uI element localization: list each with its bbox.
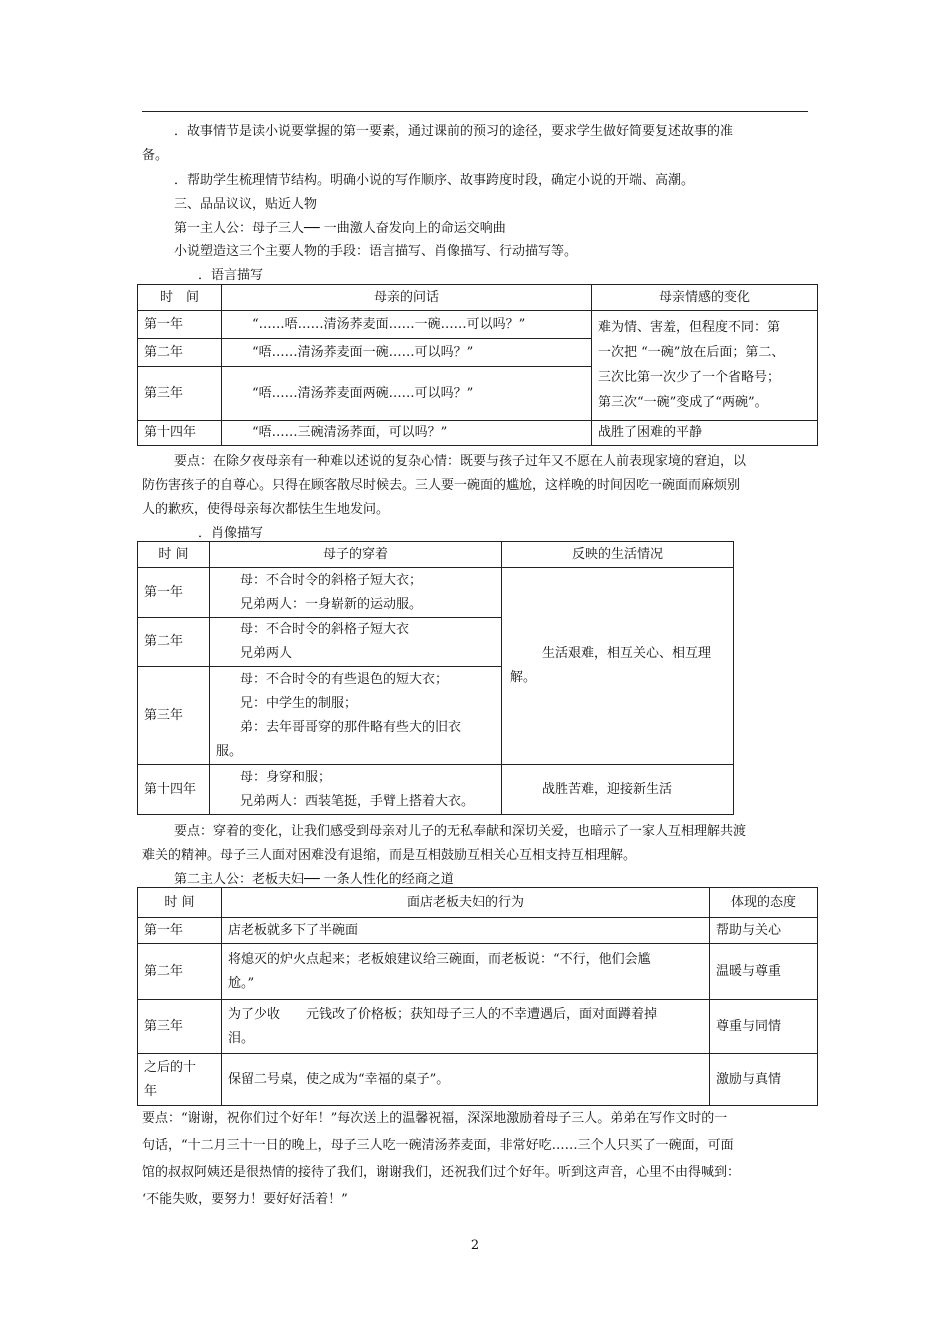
t2-life-cell xyxy=(502,568,734,765)
header-rule xyxy=(142,111,808,112)
t2-life-line: 解。 xyxy=(510,670,537,685)
t2-clothing-line: 兄弟两人：西装笔挺，手臂上搭着大衣。 xyxy=(240,793,475,809)
t1-emotion-line: 难为情、害羞，但程度不同：第 xyxy=(598,320,781,335)
note-1-line: 人的歉疚，使得母亲每次都怯生生地发问。 xyxy=(142,502,390,517)
protagonist-2-heading: 第二主人公：老板夫妇── 一条人性化的经商之道 xyxy=(174,872,454,887)
table-row xyxy=(138,311,818,339)
t1-time: 第一年 xyxy=(138,311,222,339)
t3-attitude: 帮助与关心 xyxy=(710,918,818,944)
table-row xyxy=(138,1000,818,1054)
t2-clothing-line: 兄弟两人：一身崭新的运动服。 xyxy=(240,596,423,612)
note-3-line: 馆的叔叔阿姨还是很热情的接待了我们，谢谢我们，还祝我们过个好年。听到这声音，心里不由得喊到： xyxy=(142,1165,741,1180)
section-heading-3: 三、品品议议，贴近人物 xyxy=(174,197,318,212)
t3-header-attitude: 体现的态度 xyxy=(710,888,818,918)
intro-paragraph-1-cont: 备。 xyxy=(142,148,169,163)
t2-time: 第三年 xyxy=(138,667,210,765)
table-row xyxy=(138,1054,818,1106)
protagonist-1-heading: 第一主人公：母子三人── 一曲激人奋发向上的命运交响曲 xyxy=(174,221,506,236)
t3-header-behavior: 面店老板夫妇的行为 xyxy=(222,888,710,918)
t3-behavior: 保留二号桌，使之成为“幸福的桌子”。 xyxy=(222,1054,710,1106)
table-row xyxy=(138,568,734,618)
note-1-line: 要点：在除夕夜母亲有一种难以述说的复杂心情：既要与孩子过年又不愿在人前表现家境的窘迫，以 xyxy=(174,454,747,469)
t1-time: 第三年 xyxy=(138,367,222,421)
t1-speech: “唔……清汤荞麦面一碗……可以吗？” xyxy=(222,339,592,367)
t2-clothing-line: 兄：中学生的制服； xyxy=(240,695,358,711)
t1-header-speech: 母亲的问话 xyxy=(222,285,592,311)
t1-emotion-last: 战胜了困难的平静 xyxy=(592,421,818,446)
note-3-line: 句话，“十二月三十一日的晚上，母子三人吃一碗清汤荞麦面，非常好吃……三个人只买了一碗面，可面 xyxy=(142,1138,734,1153)
t1-speech: “唔……三碗清汤荞面，可以吗？” xyxy=(222,421,592,446)
intro-paragraph-2: ．帮助学生梳理情节结构。明确小说的写作顺序、故事跨度时段，确定小说的开端、高潮。 xyxy=(174,173,695,188)
t1-emotion-line: 三次比第一次少了一个省略号； xyxy=(598,370,781,385)
t1-speech: “唔……清汤荞麦面两碗……可以吗？” xyxy=(222,367,592,421)
t1-header-emotion: 母亲情感的变化 xyxy=(592,285,818,311)
t3-header-time: 时 间 xyxy=(138,888,222,918)
subheading-language: ．语言描写 xyxy=(198,268,264,283)
t1-time: 第二年 xyxy=(138,339,222,367)
t2-clothing xyxy=(210,568,502,618)
table-owner-behavior xyxy=(137,887,818,1106)
t2-time: 第二年 xyxy=(138,618,210,667)
note-1-line: 防伤害孩子的自尊心。只得在顾客散尽时候去。三人要一碗面的尴尬，这样晚的时间因吃一碗面而麻烦别 xyxy=(142,478,741,493)
intro-paragraph-1: ．故事情节是读小说要掌握的第一要素，通过课前的预习的途径，要求学生做好简要复述故事的准 xyxy=(174,124,734,139)
page-number: 2 xyxy=(470,1238,480,1253)
note-3-line: ‘不能失败，要努力！要好好活着！” xyxy=(142,1192,348,1207)
t2-time: 第十四年 xyxy=(138,765,210,815)
t3-attitude: 激励与真情 xyxy=(710,1054,818,1106)
table-row xyxy=(138,421,818,446)
t1-emotion-line: 第三次“一碗”变成了“两碗”。 xyxy=(598,395,768,410)
table-row xyxy=(138,944,818,1000)
subheading-portrait: ．肖像描写 xyxy=(198,526,264,541)
note-2-line: 难关的精神。母子三人面对困难没有退缩，而是互相鼓励互相关心互相支持互相理解。 xyxy=(142,848,637,863)
t3-behavior: 店老板就多下了半碗面 xyxy=(222,918,710,944)
note-2-line: 要点：穿着的变化，让我们感受到母亲对儿子的无私奉献和深切关爱，也暗示了一家人互相理解共渡 xyxy=(174,824,747,839)
t3-attitude: 温暖与尊重 xyxy=(710,944,818,1000)
t1-header-time: 时 间 xyxy=(138,285,222,311)
table-portrait-description xyxy=(137,541,734,815)
t3-time: 第三年 xyxy=(138,1000,222,1054)
t2-clothing-line: 弟：去年哥哥穿的那件略有些大的旧衣 xyxy=(240,719,462,735)
note-3-line: 要点：“谢谢，祝你们过个好年！”每次送上的温馨祝福，深深地激励着母子三人。弟弟在写作文时的一 xyxy=(142,1111,728,1126)
t3-time: 第二年 xyxy=(138,944,222,1000)
t2-clothing xyxy=(210,667,502,765)
t2-header-clothing: 母子的穿着 xyxy=(210,542,502,568)
t1-emotion-line: 一次把 “一碗”放在后面；第二、 xyxy=(598,345,785,360)
t3-behavior: 将熄灭的炉火点起来；老板娘建议给三碗面，而老板说：“不行，他们会尴 尬。” xyxy=(222,944,710,1000)
t2-clothing-line: 母：不合时令的有些退色的短大衣； xyxy=(240,671,449,687)
t3-behavior: 为了少收 元钱改了价格板；获知母子三人的不幸遭遇后，面对面蹲着掉 泪。 xyxy=(222,1000,710,1054)
t2-clothing-line: 兄弟两人 xyxy=(240,646,293,661)
table-language-description xyxy=(137,284,818,446)
t3-time: 之后的十 年 xyxy=(138,1054,222,1106)
t2-life-last: 战胜苦难，迎接新生活 xyxy=(502,765,734,815)
table-row xyxy=(138,765,734,815)
t2-time: 第一年 xyxy=(138,568,210,618)
t2-life-line: 生活艰难，相互关心、相互理 xyxy=(542,646,712,661)
t2-clothing-line: 母：不合时令的斜格子短大衣 xyxy=(240,622,410,637)
t3-time: 第一年 xyxy=(138,918,222,944)
t2-clothing-line: 服。 xyxy=(216,743,243,759)
t2-clothing xyxy=(210,765,502,815)
t2-clothing-line: 母：不合时令的斜格子短大衣； xyxy=(240,572,423,588)
t2-header-life: 反映的生活情况 xyxy=(502,542,734,568)
t2-header-time: 时 间 xyxy=(138,542,210,568)
methods-line: 小说塑造这三个主要人物的手段：语言描写、肖像描写、行动描写等。 xyxy=(174,244,578,259)
t3-attitude: 尊重与同情 xyxy=(710,1000,818,1054)
t1-speech: “……唔……清汤荞麦面……一碗……可以吗？” xyxy=(222,311,592,339)
t1-emotion-cell xyxy=(592,311,818,421)
t1-time: 第十四年 xyxy=(138,421,222,446)
table-row xyxy=(138,918,818,944)
t2-clothing xyxy=(210,618,502,667)
t2-clothing-line: 母：身穿和服； xyxy=(240,769,332,785)
